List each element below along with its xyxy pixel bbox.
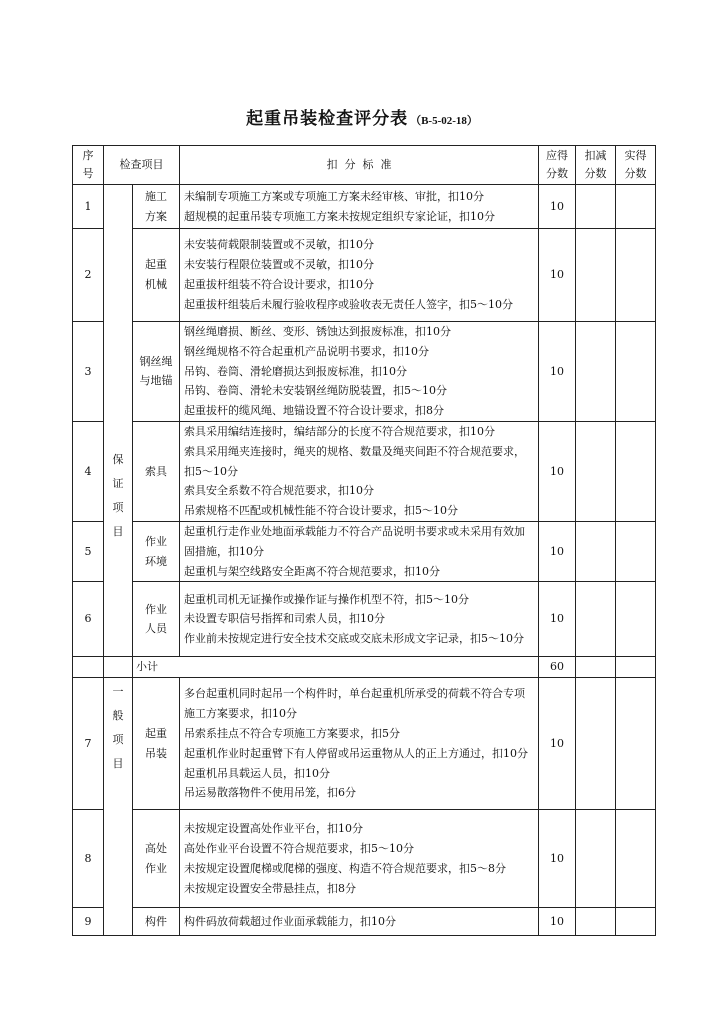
row-standards <box>180 185 539 229</box>
deduct-cell[interactable] <box>576 582 616 657</box>
page-title: 起重吊装检查评分表 <box>246 109 409 129</box>
row-item: 钢丝绳 与地锚 <box>133 322 180 422</box>
form-code: （B-5-02-18） <box>410 115 478 127</box>
table-row <box>73 582 656 657</box>
header-check-item: 检查项目 <box>104 146 180 185</box>
header-should-score: 应得 分数 <box>539 146 576 185</box>
group-guarantee: 保 证 项 目 <box>104 185 133 657</box>
standard-line: 钢丝绳磨损、断丝、变形、锈蚀达到报废标准，扣10分 <box>184 325 451 338</box>
standard-line: 索具采用编结连接时，编结部分的长度不符合规范要求，扣10分 <box>184 424 495 438</box>
subtotal-empty <box>104 657 133 678</box>
row-item: 作业 人员 <box>133 582 180 657</box>
group-general: 一 般 项 目 <box>104 678 133 936</box>
row-score: 10 <box>539 908 576 936</box>
title-block <box>0 104 724 129</box>
row-standards <box>180 421 539 521</box>
standard-line: 起重拔杆的缆风绳、地锚设置不符合设计要求，扣8分 <box>184 404 444 418</box>
row-seq: 6 <box>73 582 104 657</box>
row-score: 10 <box>539 185 576 229</box>
row-score: 10 <box>539 582 576 657</box>
standard-line: 起重机与架空线路安全距离不符合规范要求，扣10分 <box>184 564 440 578</box>
row-seq: 5 <box>73 521 104 581</box>
table-row <box>73 421 656 521</box>
deduct-cell[interactable] <box>576 229 616 322</box>
row-item: 起重 机械 <box>133 229 180 322</box>
deduct-cell[interactable] <box>576 908 616 936</box>
deduct-cell[interactable] <box>576 421 616 521</box>
table-row <box>73 185 656 229</box>
header-actual: 实得 分数 <box>616 146 656 185</box>
standard-line: 起重机行走作业处地面承载能力不符合产品说明书要求或未采用有效加固措施，扣10分 <box>184 524 525 558</box>
deduct-cell[interactable] <box>576 322 616 422</box>
row-item: 起重 吊装 <box>133 678 180 810</box>
row-seq: 4 <box>73 421 104 521</box>
deduct-cell[interactable] <box>576 678 616 810</box>
row-item: 索具 <box>133 421 180 521</box>
actual-cell[interactable] <box>616 582 656 657</box>
row-score: 10 <box>539 810 576 908</box>
standard-line: 超规模的起重吊装专项施工方案未按规定组织专家论证，扣10分 <box>184 209 495 223</box>
header-row <box>73 146 656 185</box>
standard-line: 作业前未按规定进行安全技术交底或交底未形成文字记录，扣5～10分 <box>184 632 524 646</box>
row-score: 10 <box>539 229 576 322</box>
row-score: 10 <box>539 521 576 581</box>
deduct-cell[interactable] <box>576 521 616 581</box>
row-seq: 7 <box>73 678 104 810</box>
row-standards <box>180 521 539 581</box>
standard-line: 吊索系挂点不符合专项施工方案要求，扣5分 <box>184 727 400 741</box>
row-seq: 2 <box>73 229 104 322</box>
standard-line: 未按规定设置爬梯或爬梯的强度、构造不符合规范要求，扣5～8分 <box>184 861 506 875</box>
standard-line: 起重机吊具载运人员，扣10分 <box>184 766 330 780</box>
table-row <box>73 908 656 936</box>
row-seq: 8 <box>73 810 104 908</box>
actual-cell[interactable] <box>616 908 656 936</box>
table-row <box>73 521 656 581</box>
actual-cell[interactable] <box>616 421 656 521</box>
header-standard: 扣 分 标 准 <box>180 146 539 185</box>
actual-cell[interactable] <box>616 810 656 908</box>
standard-line: 起重机作业时起重臂下有人停留或吊运重物从人的正上方通过，扣10分 <box>184 746 528 760</box>
standard-line: 吊钩、卷筒、滑轮磨损达到报废标准，扣10分 <box>184 364 407 378</box>
row-score: 10 <box>539 421 576 521</box>
deduct-cell[interactable] <box>576 810 616 908</box>
standard-line: 起重拔杆组装不符合设计要求，扣10分 <box>184 278 374 291</box>
standard-line: 未安装荷载限制装置或不灵敏，扣10分 <box>184 238 374 252</box>
row-standards <box>180 908 539 936</box>
actual-cell[interactable] <box>616 521 656 581</box>
standard-line: 构件码放荷载超过作业面承载能力，扣10分 <box>184 914 396 928</box>
row-score: 10 <box>539 678 576 810</box>
standard-line: 起重拔杆组装后未履行验收程序或验收表无责任人签字，扣5～10分 <box>184 297 513 311</box>
score-table <box>72 145 656 936</box>
standard-line: 吊索规格不匹配或机械性能不符合设计要求，扣5～10分 <box>184 504 458 518</box>
row-item: 高处 作业 <box>133 810 180 908</box>
row-standards <box>180 810 539 908</box>
standard-line: 吊运易散落物件不使用吊笼，扣6分 <box>184 786 356 800</box>
actual-cell[interactable] <box>616 678 656 810</box>
standard-line: 高处作业平台设置不符合规范要求，扣5～10分 <box>184 842 414 856</box>
standard-line: 未编制专项施工方案或专项施工方案未经审核、审批，扣10分 <box>184 189 484 203</box>
standard-line: 起重机司机无证操作或操作证与操作机型不符，扣5～10分 <box>184 592 469 606</box>
standard-line: 未按规定设置高处作业平台，扣10分 <box>184 822 363 836</box>
row-standards <box>180 322 539 422</box>
standard-line: 钢丝绳规格不符合起重机产品说明书要求，扣10分 <box>184 344 429 358</box>
deduct-cell[interactable] <box>576 185 616 229</box>
row-standards <box>180 582 539 657</box>
standard-line: 多台起重机同时起吊一个构件时，单台起重机所承受的荷载不符合专项施工方案要求，扣10分 <box>184 687 525 721</box>
standard-line: 未设置专职信号指挥和司索人员，扣10分 <box>184 612 385 626</box>
standard-line: 索具安全系数不符合规范要求，扣10分 <box>184 484 374 498</box>
header-seq: 序 号 <box>73 146 104 185</box>
row-seq: 1 <box>73 185 104 229</box>
standard-line: 未安装行程限位装置或不灵敏，扣10分 <box>184 258 374 272</box>
row-item: 施工 方案 <box>133 185 180 229</box>
table-row <box>73 229 656 322</box>
subtotal-score: 60 <box>539 657 576 678</box>
deduct-cell[interactable] <box>576 657 616 678</box>
table-row <box>73 322 656 422</box>
table-row <box>73 810 656 908</box>
row-seq: 3 <box>73 322 104 422</box>
standard-line: 索具采用绳夹连接时，绳夹的规格、数量及绳夹间距不符合规范要求，扣5～10分 <box>184 444 525 478</box>
row-score: 10 <box>539 322 576 422</box>
subtotal-label: 小计 <box>133 657 539 678</box>
actual-cell[interactable] <box>616 322 656 422</box>
actual-cell[interactable] <box>616 657 656 678</box>
standard-line: 未按规定设置安全带悬挂点，扣8分 <box>184 881 356 895</box>
row-standards <box>180 678 539 810</box>
row-item: 构件 <box>133 908 180 936</box>
row-seq: 9 <box>73 908 104 936</box>
row-standards <box>180 229 539 322</box>
header-deduct: 扣减 分数 <box>576 146 616 185</box>
standard-line: 吊钩、卷筒、滑轮未安装钢丝绳防脱装置，扣5～10分 <box>184 384 447 398</box>
row-item: 作业 环境 <box>133 521 180 581</box>
actual-cell[interactable] <box>616 229 656 322</box>
subtotal-empty <box>73 657 104 678</box>
subtotal-row <box>73 657 656 678</box>
table-row <box>73 678 656 810</box>
actual-cell[interactable] <box>616 185 656 229</box>
